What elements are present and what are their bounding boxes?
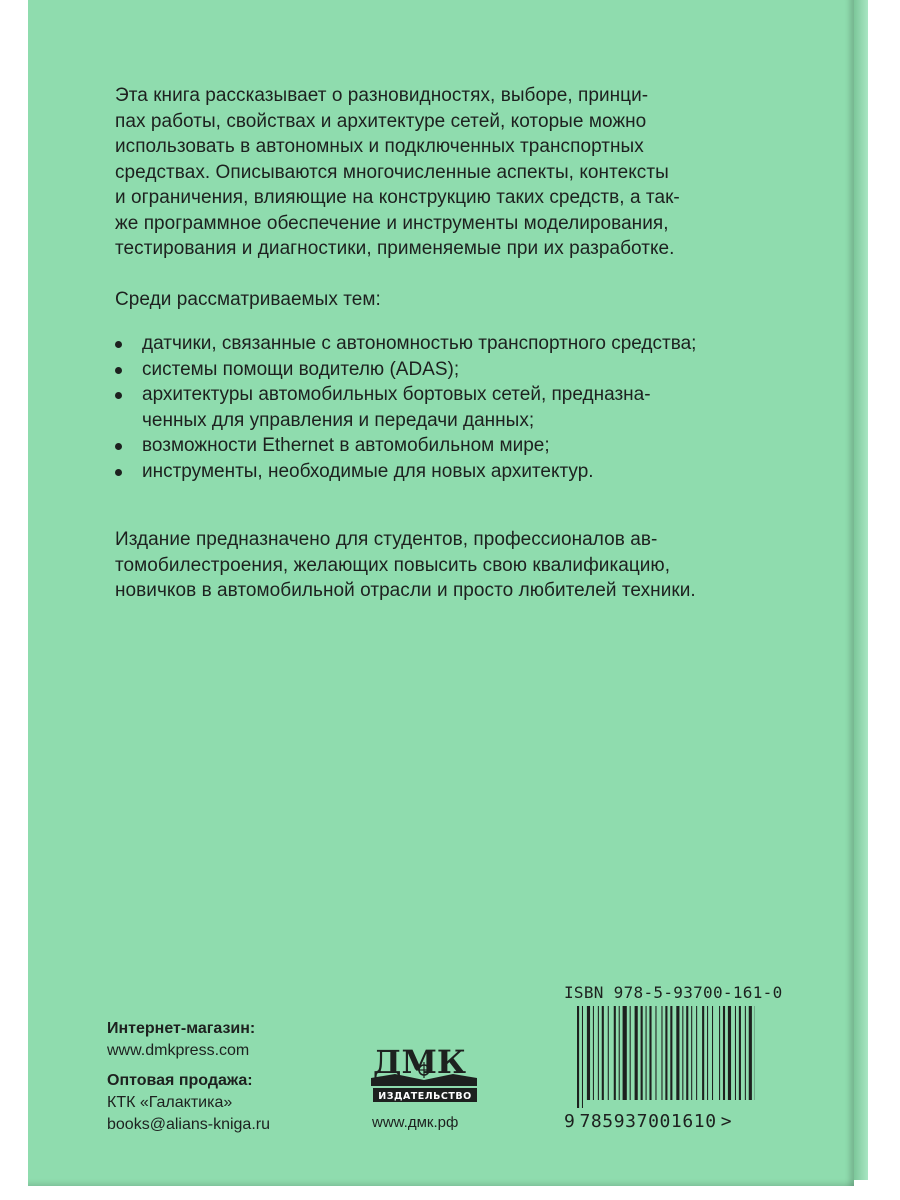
list-item: [115, 331, 815, 357]
bullet-icon: [115, 341, 122, 348]
barcode-bar: [723, 1006, 725, 1100]
intro-line: же программное обеспечение и инструменты моделирования,: [115, 212, 669, 234]
bullet-icon: [115, 469, 122, 476]
barcode-bar: [665, 1006, 667, 1100]
barcode-right-digits: 001610: [648, 1111, 717, 1132]
wholesale-info: [107, 1070, 270, 1136]
bullet-icon: [115, 367, 122, 374]
shop-info: [107, 1018, 255, 1062]
topics-heading-text: Среди рассматриваемых тем:: [115, 289, 381, 310]
intro-line: Эта книга рассказывает о разновидностях, выборе, принци-: [115, 85, 649, 106]
barcode-bar: [686, 1006, 688, 1100]
list-item: [115, 459, 815, 485]
wholesale-company: КТК «Галактика»: [107, 1094, 233, 1111]
intro-line: средствах. Описываются многочисленные аспекты, контексты: [115, 161, 669, 183]
intro-line: использовать в автономных и подключенных транспортных: [115, 136, 644, 157]
barcode-bar: [691, 1006, 692, 1100]
isbn-label: ISBN 978-5-93700-161-0: [564, 983, 783, 1002]
barcode-bar: [602, 1006, 604, 1100]
intro-line: пах работы, свойствах и архитектуре сетей, которые можно: [115, 110, 647, 132]
logo-letters: ДМК: [373, 1043, 466, 1081]
barcode-bar: [702, 1006, 704, 1100]
barcode-bar: [682, 1006, 683, 1100]
intro-line: тестирования и диагностики, применяемые при их разработке.: [115, 238, 675, 259]
shop-label: Интернет-магазин:: [107, 1020, 256, 1037]
wholesale-email: books@alians-kniga.ru: [107, 1116, 270, 1133]
logo-subtext: ИЗДАТЕЛЬСТВО: [378, 1091, 472, 1102]
list-item: [115, 357, 815, 383]
list-item: [115, 433, 815, 459]
barcode-bar: [655, 1006, 656, 1100]
list-item-text: возможности Ethernet в автомобильном мире;: [142, 435, 550, 456]
barcode-bar: [749, 1006, 752, 1100]
list-item-text: системы помощи водителю (ADAS);: [142, 358, 460, 380]
barcode-bar: [670, 1006, 672, 1100]
barcode-bar: [593, 1006, 594, 1100]
audience-line: новичков в автомобильной отрасли и просто любителей техники.: [115, 580, 696, 601]
audience-paragraph: [115, 527, 795, 604]
barcode-bar: [707, 1006, 708, 1100]
barcode-bar: [619, 1006, 620, 1100]
barcode-bar: [649, 1006, 651, 1100]
barcode-bar: [719, 1006, 720, 1100]
barcode-bar: [608, 1006, 609, 1100]
barcode-first-digit: 9: [564, 1111, 576, 1132]
audience-line: Издание предназначено для студентов, профессионалов ав-: [115, 529, 658, 550]
dmk-publisher-logo: [365, 1040, 483, 1106]
barcode-bar: [712, 1006, 713, 1100]
list-item-text: архитектуры автомобильных бортовых сетей, предназна-: [142, 384, 651, 405]
barcode-bar: [598, 1006, 599, 1100]
barcode-bar: [728, 1006, 731, 1100]
barcode-bar: [739, 1006, 741, 1100]
barcode-left-digits: 785937: [579, 1111, 649, 1132]
barcode-bar: [630, 1006, 631, 1100]
barcode-bar: [696, 1006, 697, 1100]
list-item-text: ченных для управления и передачи данных;: [142, 409, 535, 431]
bullet-icon: [115, 392, 122, 399]
topics-heading: [115, 287, 795, 313]
publisher-url: www.дмк.рф: [372, 1114, 459, 1131]
barcode-bar: [646, 1006, 647, 1100]
audience-line: томобилестроения, желающих повысить свою квалификацию,: [115, 554, 671, 576]
barcode-bar: [676, 1006, 679, 1100]
wholesale-label: Оптовая продажа:: [107, 1072, 253, 1089]
barcode-end-mark: >: [720, 1111, 733, 1132]
barcode-bar: [641, 1006, 643, 1100]
barcode-bar: [582, 1006, 583, 1108]
barcode-bar: [587, 1006, 590, 1100]
bullet-icon: [115, 443, 122, 450]
barcode-bar: [614, 1006, 616, 1100]
isbn-barcode: [577, 1006, 755, 1108]
barcode-bar: [623, 1006, 627, 1100]
barcode-bar: [735, 1006, 736, 1100]
cover-edge: [854, 0, 868, 1180]
barcode-bar: [635, 1006, 638, 1100]
barcode-bar: [661, 1006, 662, 1100]
list-item: [115, 382, 815, 433]
barcode-bar: [745, 1006, 746, 1100]
topics-list: [115, 331, 815, 484]
barcode-digits: [564, 1111, 732, 1132]
barcode-bar: [577, 1006, 579, 1108]
intro-paragraph: [115, 83, 795, 262]
shop-url: www.dmkpress.com: [107, 1042, 250, 1059]
list-item-text: датчики, связанные с автономностью транспортного средства;: [142, 333, 697, 354]
list-item-text: инструменты, необходимые для новых архитектур.: [142, 460, 594, 482]
intro-line: и ограничения, влияющие на конструкцию таких средств, а так-: [115, 187, 680, 208]
